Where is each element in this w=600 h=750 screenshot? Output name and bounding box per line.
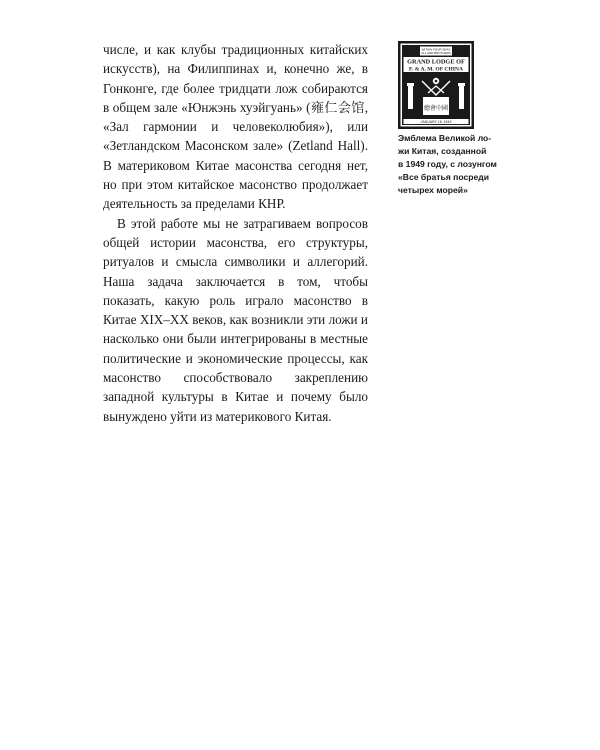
right-pillar-icon: [459, 85, 464, 109]
main-text-column: [103, 40, 368, 426]
emblem-date: JANUARY 16, 1949: [420, 120, 452, 124]
caption-line: в 1949 году, с лозунгом: [398, 159, 497, 169]
emblem-caption: [398, 132, 498, 197]
left-pillar-icon: [408, 85, 413, 109]
caption-line: жи Китая, созданной: [398, 146, 487, 156]
emblem-title-line-1: GRAND LODGE OF: [407, 58, 465, 66]
emblem-motto-line-2: ALL ARE BROTHERS: [421, 51, 451, 55]
paragraph-2: В этой работе мы не затрагиваем вопросов общей истории масонства, его структуры, ритуалов и смысла символики и аллегорий. Наша задача заключается в том, чтобы показать, какую роль играло масонство в Китае XIX–XX веков, как возникли эти ложи и насколько они были интегрированы в местные политические и экономические процессы, как масонство способствовало закреплению западной культуры в Китае и почему было вынуждено уйти из материкового Китая.: [103, 215, 368, 424]
grand-lodge-emblem: [398, 41, 474, 129]
caption-line: четырех морей»: [398, 185, 468, 195]
caption-line: Эмблема Великой ло-: [398, 133, 492, 143]
paragraph-1: числе, и как клубы традиционных китайских искусств), на Филиппинах и, конечно же, в Гонконге, где более тридцати лож собираются в общем зале «Юнжэнь хуэйгуань» (雍仁会馆, «Зал гармонии и человеколюбия»), или «Зетландском Масонском зале» (Zetland Hall). В материковом Китае масонства сегодня нет, но при этом китайское масонство продолжает деятельность за пределами КНР.: [103, 42, 368, 212]
caption-line: «Все братья посреди: [398, 172, 490, 182]
emblem-title-line-2: F. & A. M. OF CHINA: [409, 66, 463, 73]
emblem-chinese-text: 總會中國: [423, 105, 449, 112]
emblem-motto-line-1: WITHIN FOUR SEAS: [421, 47, 451, 52]
